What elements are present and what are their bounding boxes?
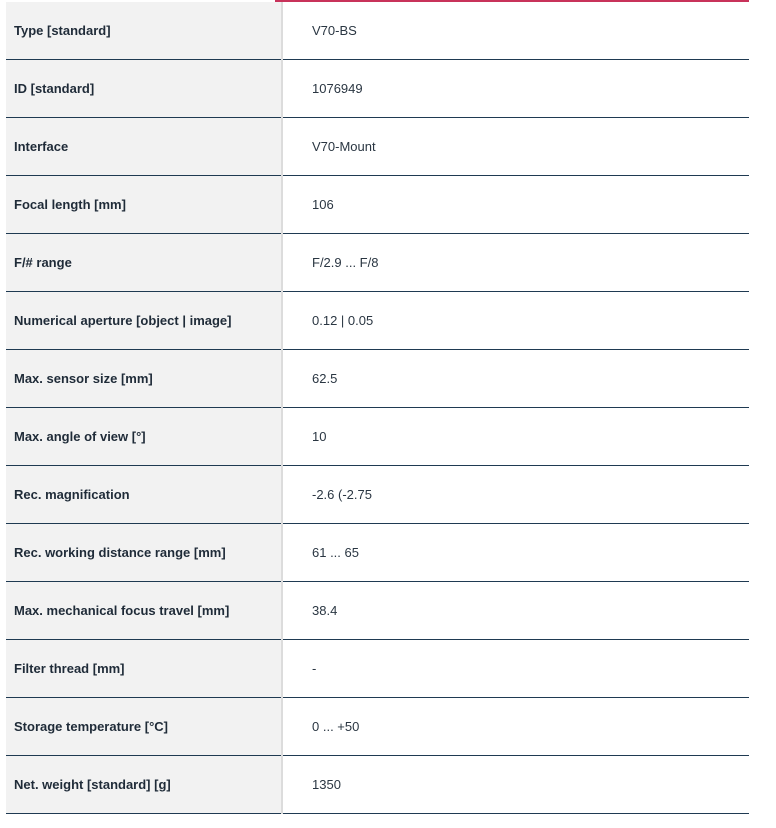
spec-label: F/# range	[6, 234, 282, 292]
spec-value: 0.12 | 0.05	[282, 292, 749, 350]
table-row	[6, 698, 749, 756]
table-row	[6, 408, 749, 466]
spec-label: Numerical aperture [object | image]	[6, 292, 282, 350]
table-row	[6, 234, 749, 292]
table-row	[6, 176, 749, 234]
spec-label: Interface	[6, 118, 282, 176]
spec-value: 1350	[282, 756, 749, 814]
spec-label: Rec. working distance range [mm]	[6, 524, 282, 582]
table-row	[6, 756, 749, 814]
spec-value: -	[282, 640, 749, 698]
table-row	[6, 640, 749, 698]
table-row	[6, 292, 749, 350]
spec-value: 0 ... +50	[282, 698, 749, 756]
spec-value: V70-Mount	[282, 118, 749, 176]
spec-label: Max. mechanical focus travel [mm]	[6, 582, 282, 640]
spec-label: Filter thread [mm]	[6, 640, 282, 698]
spec-label: Focal length [mm]	[6, 176, 282, 234]
specification-table	[6, 2, 749, 814]
spec-value: V70-BS	[282, 2, 749, 60]
spec-label: Rec. magnification	[6, 466, 282, 524]
spec-value: 10	[282, 408, 749, 466]
spec-value: F/2.9 ... F/8	[282, 234, 749, 292]
spec-value: -2.6 (-2.75	[282, 466, 749, 524]
table-row	[6, 582, 749, 640]
spec-value: 106	[282, 176, 749, 234]
spec-label: Type [standard]	[6, 2, 282, 60]
spec-value: 38.4	[282, 582, 749, 640]
table-row	[6, 466, 749, 524]
table-row	[6, 2, 749, 60]
spec-label: ID [standard]	[6, 60, 282, 118]
table-row	[6, 60, 749, 118]
spec-value: 62.5	[282, 350, 749, 408]
spec-label: Max. sensor size [mm]	[6, 350, 282, 408]
spec-value: 61 ... 65	[282, 524, 749, 582]
table-row	[6, 118, 749, 176]
spec-label: Net. weight [standard] [g]	[6, 756, 282, 814]
table-row	[6, 524, 749, 582]
spec-value: 1076949	[282, 60, 749, 118]
spec-label: Storage temperature [°C]	[6, 698, 282, 756]
spec-label: Max. angle of view [°]	[6, 408, 282, 466]
table-row	[6, 350, 749, 408]
